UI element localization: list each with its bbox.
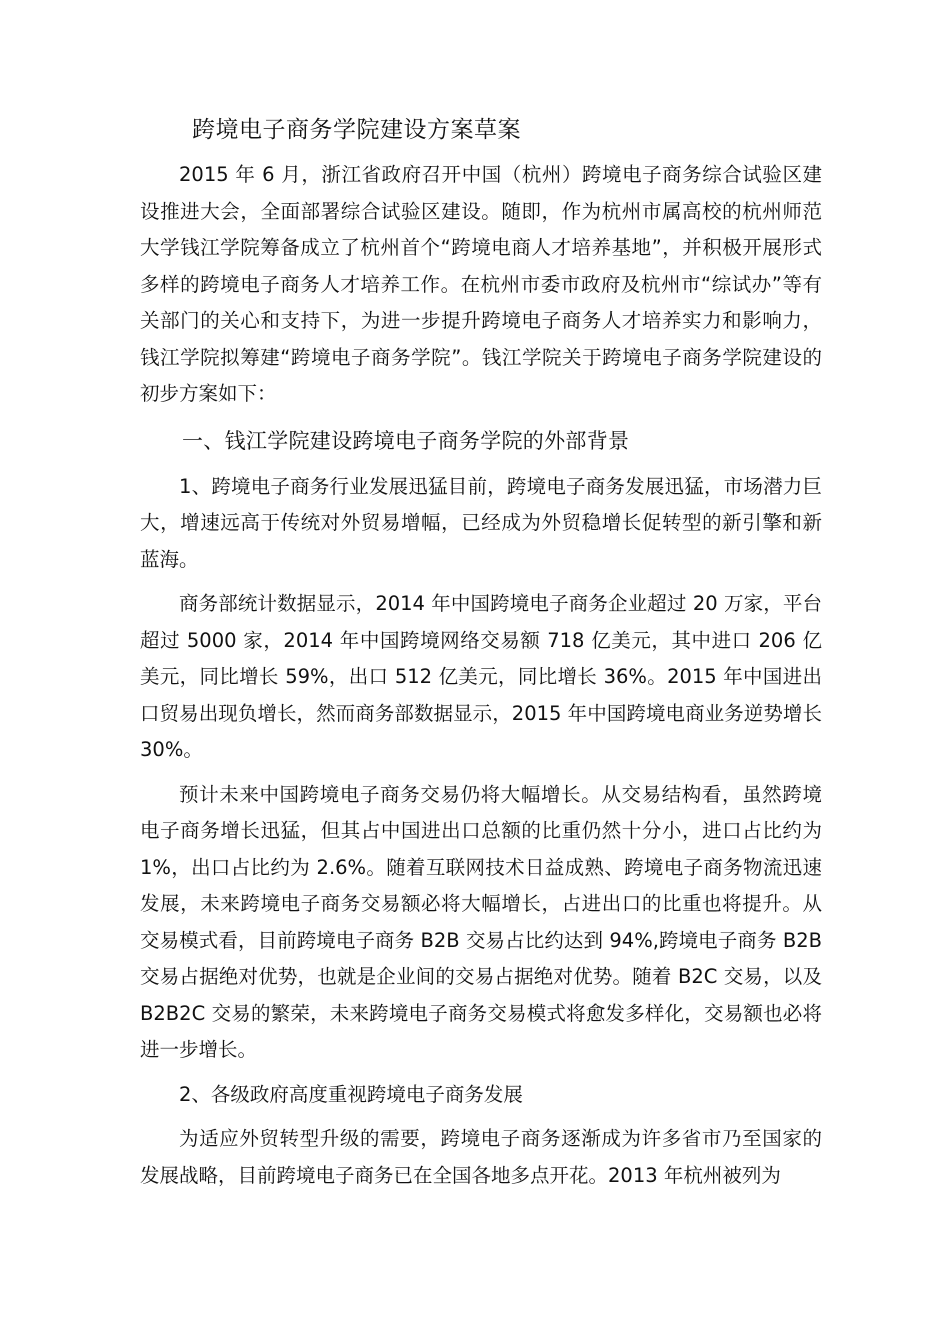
document-body [140,157,822,1194]
point-2-heading: 2、各级政府高度重视跨境电子商务发展 [179,1082,523,1106]
forecast-paragraph: 预计未来中国跨境电子商务交易仍将大幅增长。从交易结构看，虽然跨境电子商务增长迅猛，但其占中国进出口总额的比重仍然十分小，进口占比约为 1%，出口占比约为 2.6%。随着互联网技术日益成熟、跨境电子商务物流迅速发展，未来跨境电子商务交易额必将大幅增长，占进出口的比重也将提升。从交易模式看，目前跨境电子商务 B2B 交易占比约达到 94%,跨境电子商务 B2B 交易占据绝对优势，也就是企业间的交易占据绝对优势。随着 B2C 交易，以及 B2B2C 交易的繁荣，未来跨境电子商务交易模式将愈发多样化，交易额也必将进一步增长。 [140,782,822,1061]
statistics-paragraph: 商务部统计数据显示，2014 年中国跨境电子商务企业超过 20 万家，平台超过 5000 家，2014 年中国跨境网络交易额 718 亿美元，其中进口 206 亿美元，同比增长 59%，出口 512 亿美元，同比增长 36%。2015 年中国进出口贸易出现负增长，然而商务部数据显示，2015 年中国跨境电商业务逆势增长 30%。 [140,592,822,761]
document-title: 跨境电子商务学院建设方案草案 [192,117,521,143]
section-heading-external-background: 一、钱江学院建设跨境电子商务学院的外部背景 [182,428,630,453]
policy-paragraph: 为适应外贸转型升级的需要，跨境电子商务逐渐成为许多省市乃至国家的发展战略，目前跨境电子商务已在全国各地多点开花。2013 年杭州被列为 [140,1127,822,1187]
intro-paragraph: 2015 年 6 月，浙江省政府召开中国（杭州）跨境电子商务综合试验区建设推进大会，全面部署综合试验区建设。随即，作为杭州市属高校的杭州师范大学钱江学院筹备成立了杭州首个“跨境电商人才培养基地”，并积极开展形式多样的跨境电子商务人才培养工作。在杭州市委市政府及杭州市“综试办”等有关部门的关心和支持下，为进一步提升跨境电子商务人才培养实力和影响力，钱江学院拟筹建“跨境电子商务学院”。钱江学院关于跨境电子商务学院建设的初步方案如下： [140,163,822,405]
point-1-paragraph: 1、跨境电子商务行业发展迅猛目前，跨境电子商务发展迅猛，市场潜力巨大，增速远高于传统对外贸易增幅，已经成为外贸稳增长促转型的新引擎和新蓝海。 [140,474,822,571]
